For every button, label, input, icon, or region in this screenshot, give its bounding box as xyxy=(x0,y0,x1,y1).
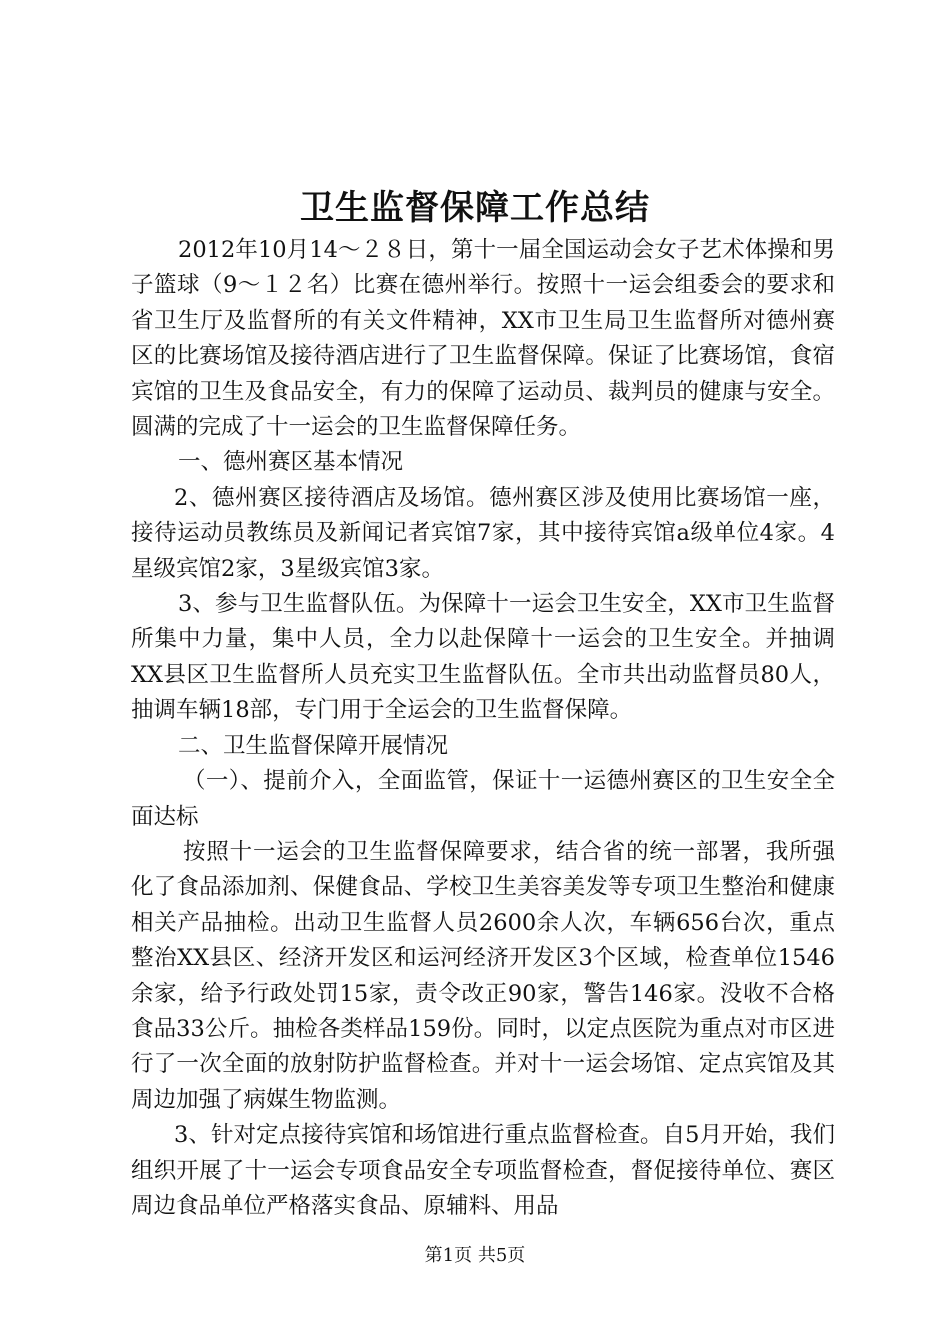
document-body xyxy=(131,233,835,1224)
heading-section-2: 二、卫生监督保障开展情况 xyxy=(178,732,449,759)
paragraph-intro: 2012年10月14～２８日，第十一届全国运动会女子艺术体操和男子篮球（9～１２名）比赛在德州举行。按照十一运会组委会的要求和省卫生厅及监督所的有关文件精神，XX市卫生局卫生监督所对德州赛区的比赛场馆及接待酒店进行了卫生监督保障。保证了比赛场馆，食宿宾馆的卫生及食品安全，有力的保障了运动员、裁判员的健康与安全。圆满的完成了十一运会的卫生监督保障任务。 xyxy=(131,237,835,441)
paragraph-inspection: 3、针对定点接待宾馆和场馆进行重点监督检查。自5月开始，我们组织开展了十一运会专项食品安全专项监督检查，督促接待单位、赛区周边食品单位严格落实食品、原辅料、用品 xyxy=(131,1122,835,1219)
paragraph-team: 3、参与卫生监督队伍。为保障十一运会卫生安全，XX市卫生监督所集中力量，集中人员，全力以赴保障十一运会的卫生安全。并抽调XX县区卫生监督所人员充实卫生监督队伍。全市共出动监督员80人，抽调车辆18部，专门用于全运会的卫生监督保障。 xyxy=(131,591,835,724)
subheading-1: （一）、提前介入，全面监管，保证十一运德州赛区的卫生安全全面达标 xyxy=(131,768,835,830)
page-number-footer: 第1页 共5页 xyxy=(424,1245,526,1266)
document-title: 卫生监督保障工作总结 xyxy=(300,188,650,228)
heading-section-1: 一、德州赛区基本情况 xyxy=(178,449,404,476)
paragraph-venues: 2、德州赛区接待酒店及场馆。德州赛区涉及使用比赛场馆一座，接待运动员教练员及新闻记者宾馆7家，其中接待宾馆a级单位4家。4星级宾馆2家，3星级宾馆3家。 xyxy=(131,484,835,582)
paragraph-rectification: 按照十一运会的卫生监督保障要求，结合省的统一部署，我所强化了食品添加剂、保健食品、学校卫生美容美发等专项卫生整治和健康相关产品抽检。出动卫生监督人员2600余人次，车辆656台次，重点整治XX县区、经济开发区和运河经济开发区3个区域，检查单位1546余家，给予行政处罚15家，责令改正90家，警告146家。没收不合格食品33公斤。抽检各类样品159份。同时，以定点医院为重点对市区进行了一次全面的放射防护监督检查。并对十一运会场馆、定点宾馆及其周边加强了病媒生物监测。 xyxy=(131,838,835,1113)
